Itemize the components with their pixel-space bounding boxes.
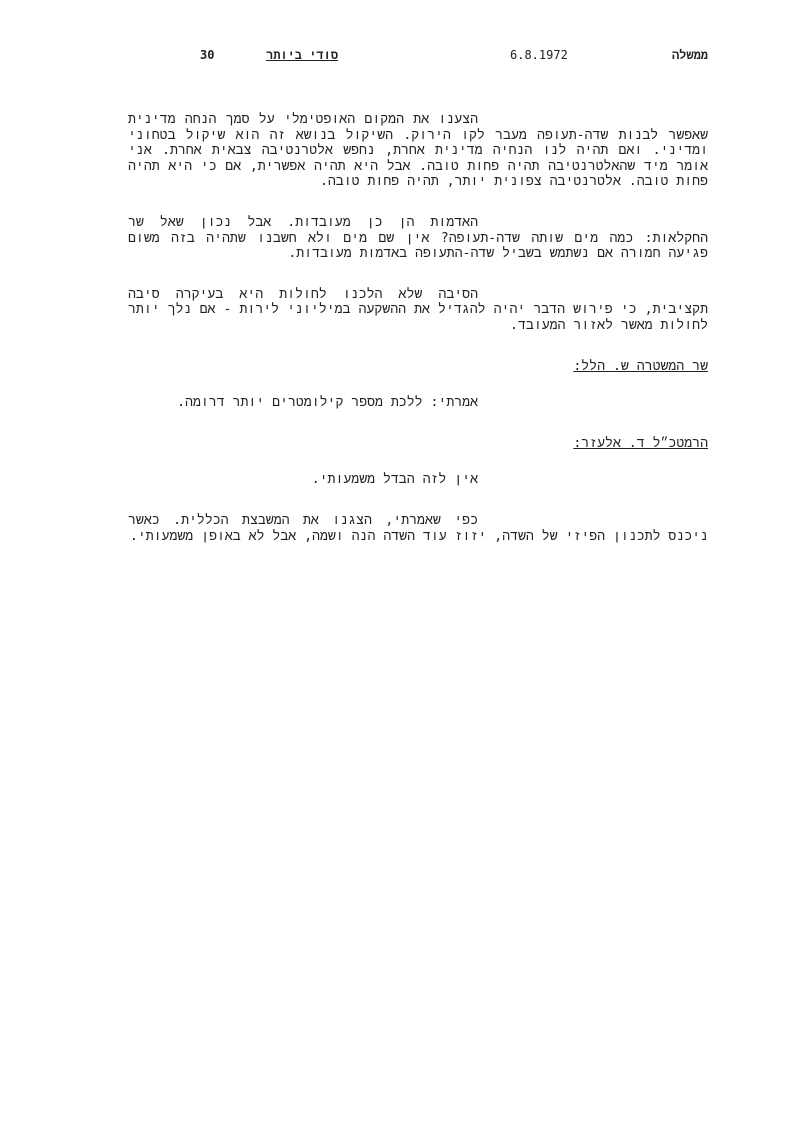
document-body (128, 112, 708, 569)
quote-police-minister: אמרתי: ללכת מספר קילומטרים יותר דרומה. (177, 395, 478, 411)
paragraph-1: הצענו את המקום האופטימלי על סמך הנחה מדינית שאפשר לבנות שדה-תעופה מעבר לקו הירוק. השיקול בנושא זה הוא שיקול בטחוני ומדיני. ואם תהיה לנו הנחיה מדינית אחרת, נחפש אלטרנטיבה צבאית אחרת. אני אומר מיד שהאלטרנטיבה תהיה פחות טובה. אבל היא תהיה אפשרית, אם כי היא תהיה פחות טובה. אלטרנטיבה צפונית יותר, תהיה פחות טובה. (128, 112, 708, 190)
page-number: 30 (200, 48, 215, 62)
paragraph-4: כפי שאמרתי, הצגנו את המשבצת הכללית. כאשר ניכנס לתכנון הפיזי של השדה, יזוז עוד השדה הנה ושמה, אבל לא באופן משמעותי. (128, 512, 708, 544)
document-date: 6.8.1972 (510, 48, 568, 62)
page-header (128, 48, 708, 68)
government-label: ממשלה (671, 48, 708, 62)
speaker-police-minister: שר המשטרה ש. הלל: (573, 358, 708, 374)
classification-label: סודי ביותר (266, 48, 339, 62)
paragraph-3: הסיבה שלא הלכנו לחולות היא בעיקרה סיבה תקציבית, כי פירוש הדבר יהיה להגדיל את ההשקעה במיליוני לירות - אם נלך יותר לחולות מאשר לאזור המעובד. (128, 286, 708, 333)
paragraph-2: האדמות הן כן מעובדות. אבל נכון שאל שר החקלאות: כמה מים שותה שדה-תעופה? אין שם מים ולא חשבנו שתהיה בזה משום פגיעה חמורה אם נשתמש בשביל שדה-התעופה באדמות מעובדות. (128, 214, 708, 262)
speaker-chief-of-staff: הרמטכ״ל ד. אלעזר: (573, 435, 708, 451)
quote-chief-of-staff: אין לזה הבדל משמעותי. (311, 472, 478, 488)
